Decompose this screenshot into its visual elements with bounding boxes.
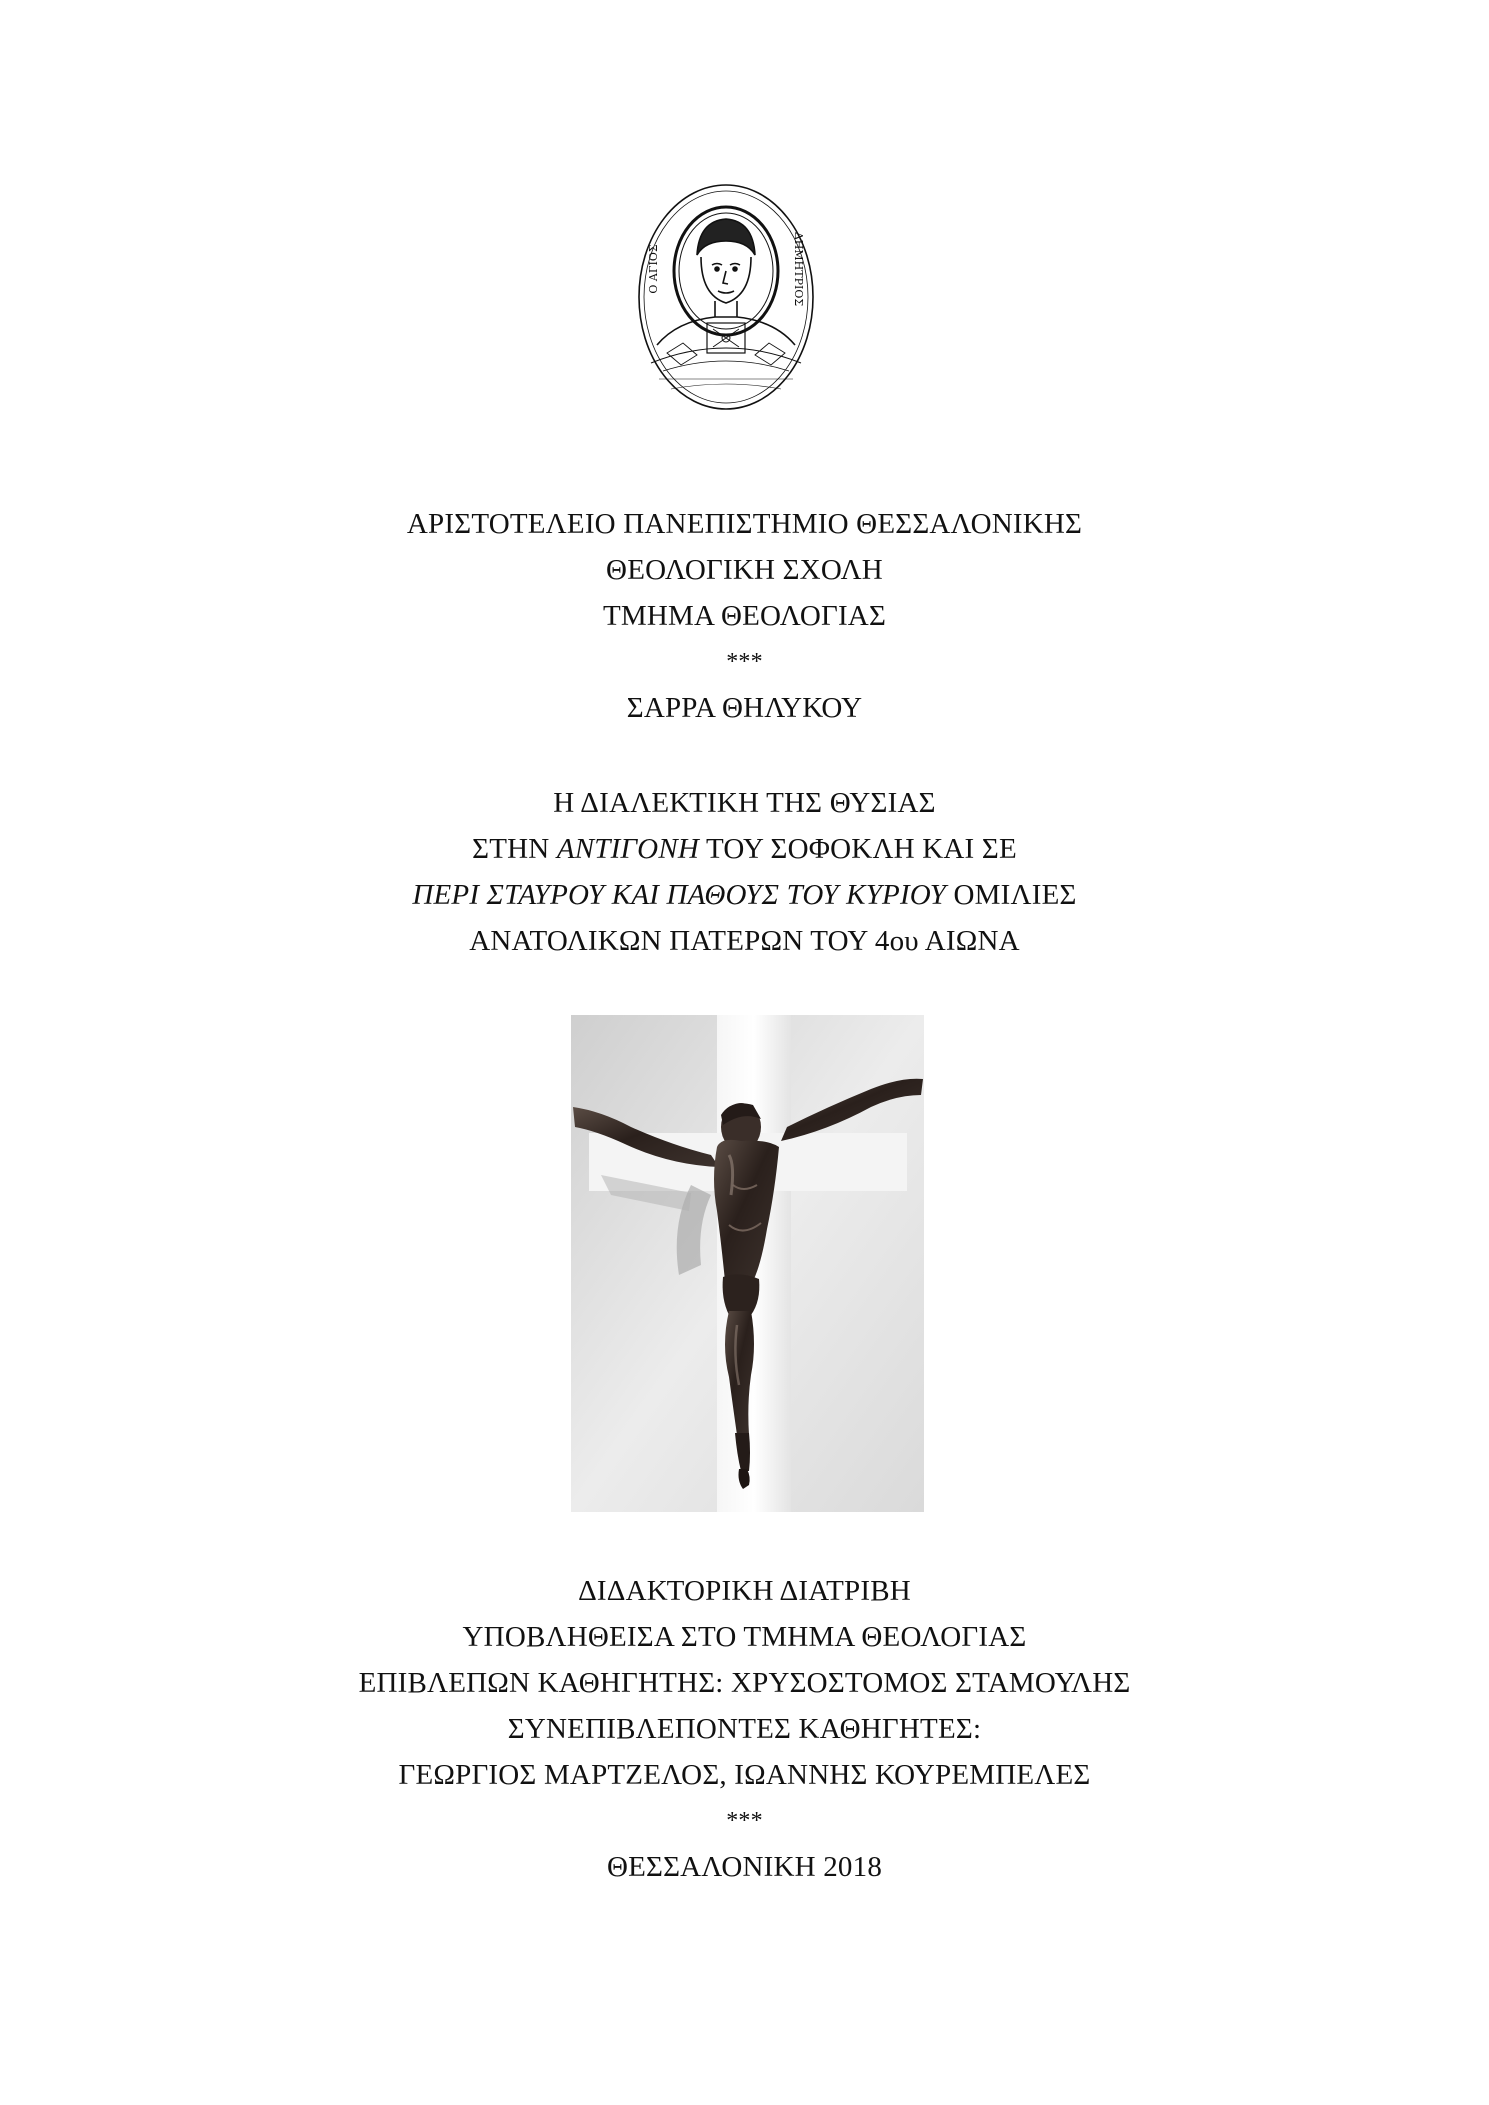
cosupervisors-label: ΣΥΝΕΠΙΒΛΕΠΟΝΤΕΣ ΚΑΘΗΓΗΤΕΣ: <box>507 1713 982 1745</box>
university-seal-logo <box>637 183 815 411</box>
title-line-1: Η ΔΙΑΛΕΚΤΙΚΗ ΤΗΣ ΘΥΣΙΑΣ <box>553 787 936 819</box>
title-line-3-post: ΟΜΙΛΙΕΣ <box>946 879 1077 911</box>
title-line-3 <box>0 872 1489 918</box>
crucifix-photo <box>571 1015 924 1512</box>
department-name: ΤΜΗΜΑ ΘΕΟΛΟΓΙΑΣ <box>602 600 887 632</box>
thesis-type: ΔΙΔΑΚΤΟΡΙΚΗ ΔΙΑΤΡΙΒΗ <box>578 1575 911 1607</box>
institution-block <box>0 501 1489 731</box>
supervisor: ΕΠΙΒΛΕΠΩΝ ΚΑΘΗΓΗΤΗΣ: ΧΡΥΣΟΣΤΟΜΟΣ ΣΤΑΜΟΥΛΗΣ <box>358 1667 1131 1699</box>
title-line-2-pre: ΣΤΗΝ <box>472 833 557 865</box>
author-name: ΣΑΡΡΑ ΘΗΛΥΚΟΥ <box>626 692 863 724</box>
university-name: ΑΡΙΣΤΟΤΕΛΕΙΟ ΠΑΝΕΠΙΣΤΗΜΙΟ ΘΕΣΣΑΛΟΝΙΚΗΣ <box>406 508 1083 540</box>
title-line-4: ΑΝΑΤΟΛΙΚΩΝ ΠΑΤΕΡΩΝ ΤΟΥ 4ου ΑΙΩΝΑ <box>469 925 1020 957</box>
title-line-2 <box>0 826 1489 872</box>
school-name: ΘΕΟΛΟΓΙΚΗ ΣΧΟΛΗ <box>606 554 883 586</box>
thesis-title-block <box>0 780 1489 964</box>
title-homilies-work: ΠΕΡΙ ΣΤΑΥΡΟΥ ΚΑΙ ΠΑΘΟΥΣ ΤΟΥ ΚΥΡΙΟΥ <box>412 879 947 911</box>
separator-stars-2: *** <box>726 1808 763 1834</box>
separator-stars: *** <box>726 649 763 675</box>
seal-inscription-left: Ο ΑΓΙΟΣ <box>647 244 660 294</box>
title-line-2-post: ΤΟΥ ΣΟΦΟΚΛΗ ΚΑΙ ΣΕ <box>699 833 1017 865</box>
title-antigone: ΑΝΤΙΓΟΝΗ <box>556 833 700 865</box>
seal-inscription-right: ΔΗΜΗΤΡΙΟΣ <box>792 231 805 307</box>
cosupervisors-names: ΓΕΩΡΓΙΟΣ ΜΑΡΤΖΕΛΟΣ, ΙΩΑΝΝΗΣ ΚΟΥΡΕΜΠΕΛΕΣ <box>398 1759 1091 1791</box>
thesis-details-block <box>0 1568 1489 1890</box>
place-and-year: ΘΕΣΣΑΛΟΝΙΚΗ 2018 <box>606 1851 883 1883</box>
submitted-to: ΥΠΟΒΛΗΘΕΙΣΑ ΣΤΟ ΤΜΗΜΑ ΘΕΟΛΟΓΙΑΣ <box>462 1621 1027 1653</box>
